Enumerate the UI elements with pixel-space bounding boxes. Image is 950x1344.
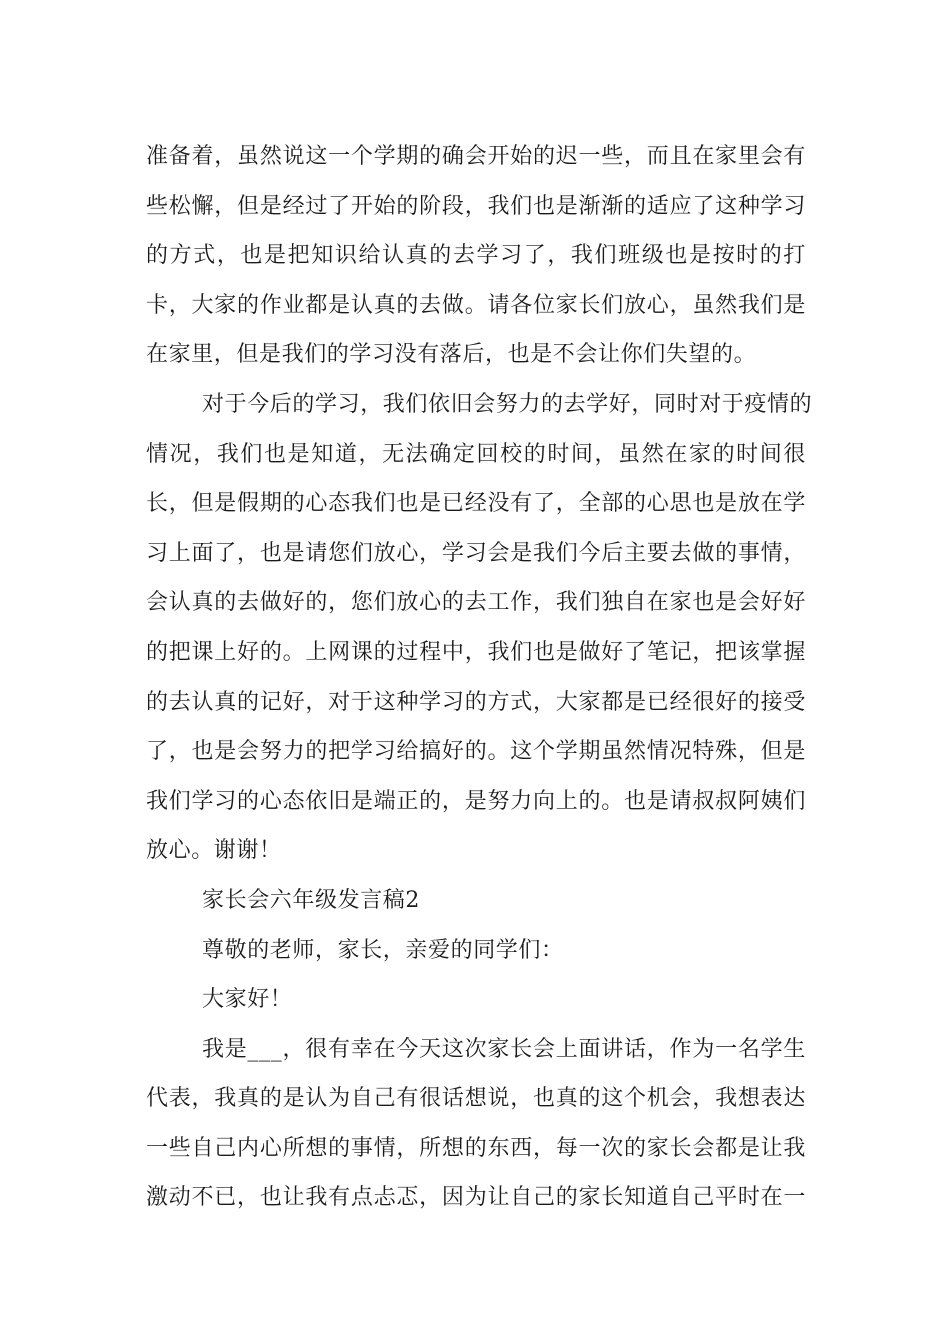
- text-line: 对于今后的学习，我们依旧会努力的去学好，同时对于疫情的: [202, 391, 813, 417]
- text-line: 的方式，也是把知识给认真的去学习了，我们班级也是按时的打: [146, 243, 806, 269]
- text-line: 了，也是会努力的把学习给搞好的。这个学期虽然情况特殊，但是: [146, 739, 806, 765]
- document-page: [146, 132, 813, 1223]
- text-line: 的把课上好的。上网课的过程中，我们也是做好了笔记，把该掌握: [146, 639, 806, 665]
- paragraph-1: [146, 132, 806, 380]
- text-line: 我是___，很有幸在今天这次家长会上面讲话，作为一名学生: [202, 1036, 806, 1062]
- text-line: 卡，大家的作业都是认真的去做。请各位家长们放心，虽然我们是: [146, 292, 806, 318]
- paragraph-2: [146, 380, 813, 876]
- text-line: 些松懈，但是经过了开始的阶段，我们也是渐渐的适应了这种学习: [146, 193, 806, 219]
- salutation: 尊敬的老师，家长，亲爱的同学们：: [202, 937, 564, 963]
- text-line: 代表，我真的是认为自己有很话想说，也真的这个机会，我想表达: [146, 1086, 806, 1112]
- text-line: 情况，我们也是知道，无法确定回校的时间，虽然在家的时间很: [146, 441, 806, 467]
- text-line: 会认真的去做好的，您们放心的去工作，我们独自在家也是会好好: [146, 590, 806, 616]
- paragraph-3: [146, 1025, 806, 1223]
- text-line: 激动不已，也让我有点忐忑，因为让自己的家长知道自己平时在一: [146, 1185, 806, 1211]
- text-line: 一些自己内心所想的事情，所想的东西，每一次的家长会都是让我: [146, 1135, 806, 1161]
- text-line: 长，但是假期的心态我们也是已经没有了，全部的心思也是放在学: [146, 491, 806, 517]
- text-line: 我们学习的心态依旧是端正的，是努力向上的。也是请叔叔阿姨们: [146, 788, 806, 814]
- text-line: 的去认真的记好，对于这种学习的方式，大家都是已经很好的接受: [146, 689, 806, 715]
- greeting: 大家好！: [202, 987, 293, 1013]
- text-line: 习上面了，也是请您们放心，学习会是我们今后主要去做的事情，: [146, 540, 806, 566]
- text-line: 在家里，但是我们的学习没有落后，也是不会让你们失望的。: [146, 342, 757, 368]
- text-line: 放心。谢谢！: [146, 838, 282, 864]
- section-heading: 家长会六年级发言稿2: [202, 887, 420, 913]
- text-line: 准备着，虽然说这一个学期的确会开始的迟一些，而且在家里会有: [146, 144, 806, 169]
